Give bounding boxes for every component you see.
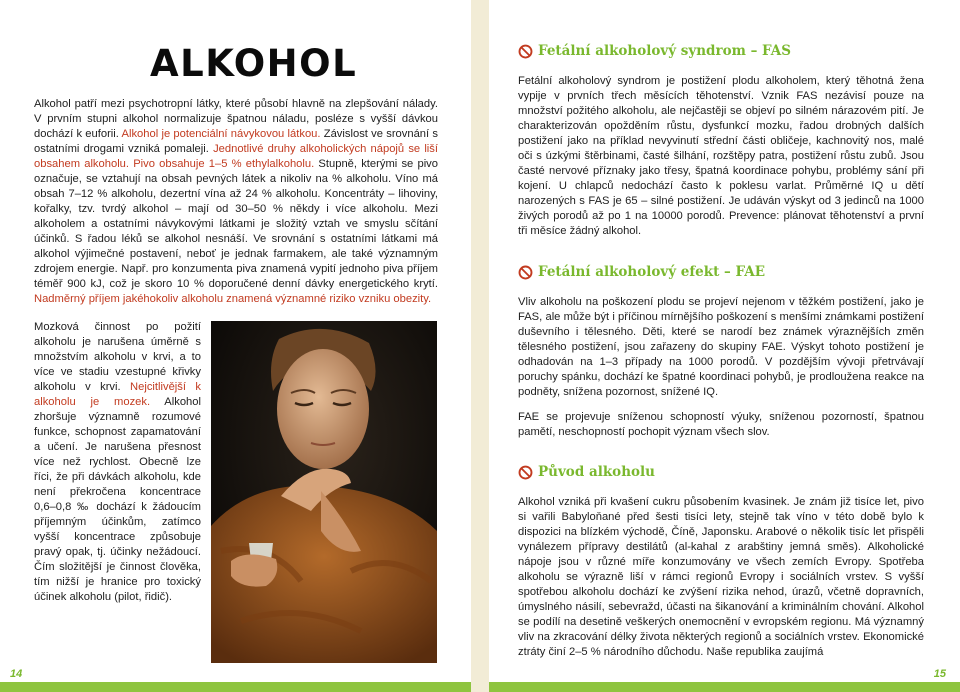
section-fae-text-1: Vliv alkoholu na poškození plodu se projeví nejenom v těžkém postižení, jako je FAS, ale může být i příčinou mírnějšího poškození s menšími známkami postižení duševního i tělesného. Děti, které se narodí bez známek výraznějších změn tělesného postižení, jsou zařazeny do skupiny FAE. Výskyt tohoto postižení je odhadován na 1–3 případy na 1000 porodů. V pozdějším vývoji přetrvávají poruchy spánku, dochází ke špatné koordinaci pohybů, je prodloužena reakce na podněty, snížena pozornost, snížené IQ. bbox=[518, 296, 924, 398]
boy-with-glass-photo bbox=[211, 321, 437, 663]
section-origin bbox=[518, 463, 924, 660]
intro-highlight-obesity: Nadměrný příjem jakéhokoliv alkoholu znamená významné riziko vzniku obezity. bbox=[34, 293, 432, 305]
section-fas-title: Fetální alkoholový syndrom – FAS bbox=[538, 43, 792, 59]
no-sign-icon bbox=[518, 465, 533, 480]
brain-text-1: Mozková činnost po požití alkoholu je narušena úměrně s množstvím alkoholu v krvi, a to více ve stadiu vzestupné křivky alkoholu v krvi. bbox=[34, 321, 201, 393]
page-number-left: 14 bbox=[10, 668, 23, 680]
section-origin-text: Alkohol vzniká při kvašení cukru působením kvasinek. Je znám již tisíce let, pivo si vařili Babyloňané před šesti tisíci lety, stejně tak víno v této době bylo k dispozici na blízkém východě, Číně, Japonsku. Arabové o několik tisíc let přispěli vynálezem přípravy destilátů (al-kahal z arabštiny jemná směs). Alkoholické nápoje jsou v různé míře konzumovány ve všech zemích Evropy. Spotřeba alkoholu se výrazně liší v rámci regionů Evropy i sociálních vrstev. S vyšší spotřebou alkoholu dochází ke zvýšení rizika nehod, úrazů, včetně dopravních, úmyslného násilí, sebevražd, účasti na šikanování a kriminálním chování. Alkohol se podílí na desetině veškerých onemocnění v evropském regionu. Má významný vliv na zkracování délky života některých regionů a sociálních vrstev. Ekonomické ztráty činí 2–5 % národního důchodu. Naše republika zaujímá bbox=[518, 496, 924, 658]
intro-text-1: Alkohol patří mezi psychotropní látky, které působí hlavně na zlepšování nálady. V prvním stupni alkohol normalizuje špatnou náladu, posléze s vyšší dávkou dochází k euforii. bbox=[34, 98, 438, 140]
right-page-bottom-band bbox=[489, 682, 960, 692]
section-fae-title: Fetální alkoholový efekt – FAE bbox=[538, 264, 766, 280]
intro-text-3: Stupně, kterými se pivo označuje, se vztahují na obsah pevných látek a nikoliv na % alkoholu. Víno má obsah 7–12 % alkoholu, dezertní vína až 24 % alkoholu. Koncentráty – lihoviny, kořalky, tzv. tvrdý alkohol – mají od 30–50 % někdy i více alkoholu. Mezi alkoholem a ostatními návykovými látkami je složitý vztah ve smyslu sčítání účinků. S řadou léků se alkohol nesnáší. Ve srovnání s ostatními látkami má alkohol výjimečné postavení, neboť je jednak farmakem, ale také významným zdrojem energie. Např. pro konzumenta piva znamená vypití jednoho piva příjem téměř 900 kJ, což je skoro 10 % doporučené denní dávky energetického krytí. bbox=[34, 158, 438, 290]
intro-text-2: Závislost ve srovnání s ostatními drogami vzniká pomaleji. bbox=[34, 128, 438, 155]
intro-highlight-addictive: Alkohol je potenciální návykovou látkou. bbox=[121, 128, 321, 140]
section-origin-title: Původ alkoholu bbox=[538, 464, 655, 480]
brain-paragraph bbox=[34, 320, 201, 605]
no-sign-icon bbox=[518, 265, 533, 280]
intro-highlight-beer: Jednotlivé druhy alkoholických nápojů se liší obsahem alkoholu. Pivo obsahuje 1–5 % ethylalkoholu. bbox=[34, 143, 438, 170]
section-fas-text: Fetální alkoholový syndrom je postižení plodu alkoholem, který těhotná žena vypije v prvních třech měsících těhotenství. Vznik FAS nezávisí pouze na množství požitého alkoholu, ale nejčastěji se objeví po silném nárazovém pití. Je charakterizován opožděním růstu, dysfunkcí mozku, řadou drobných dalších postižení jako na příklad nevyvinutí střední části obličeje, kachnovitý nos, malé oči s úzkými štěrbinami, časté šilhání, rozštěpy patra, postižení růstu zubů. Jsou časté nervové příznaky jako třesy, špatná koordinace pohybu, problémy sání při kojení. U chlapců nedochází často k poklesu varlat. Průměrné IQ u dětí narozených s FAS je 65 – silné postižení. Je udáván výskyt od 3 jedinců na 1000 živých porodů až po 1 na 10000 porodů. Prevence: plánovat těhotenství a první tři měsíce žádný alkohol. bbox=[518, 75, 924, 237]
page-title: ALKOHOL bbox=[150, 42, 358, 85]
brain-highlight: Nejcitlivější k alkoholu je mozek. bbox=[34, 381, 201, 408]
section-fas-heading bbox=[518, 42, 924, 60]
brain-text-2: Alkohol zhoršuje významně rozumové funkce, schopnost zapamatování a učení. Je narušena přesnost více než rychlost. Obecně lze říci, že při dávkách alkoholu, kde není překročena koncentrace 0,6–0,8 ‰ dochází k žádoucím příjemným účinkům, zatímco vyšší koncentrace způsobuje pravý opak, tj. účinky nežádoucí. Čím složitější je činnost člověka, tím nižší je hranice pro toxický účinek alkoholu (pilot, řidič). bbox=[34, 396, 201, 603]
section-fae-text-2: FAE se projevuje sníženou schopností výuky, sníženou pozorností, špatnou pamětí, neschopností pochopit význam všech slov. bbox=[518, 411, 924, 438]
section-origin-heading bbox=[518, 463, 924, 481]
section-fas bbox=[518, 42, 924, 239]
left-page-bottom-band bbox=[0, 682, 471, 692]
left-page bbox=[0, 0, 471, 692]
intro-paragraph bbox=[34, 97, 438, 307]
no-sign-icon bbox=[518, 44, 533, 59]
section-fae bbox=[518, 263, 924, 440]
page-number-right: 15 bbox=[933, 668, 946, 680]
section-fae-heading bbox=[518, 263, 924, 281]
